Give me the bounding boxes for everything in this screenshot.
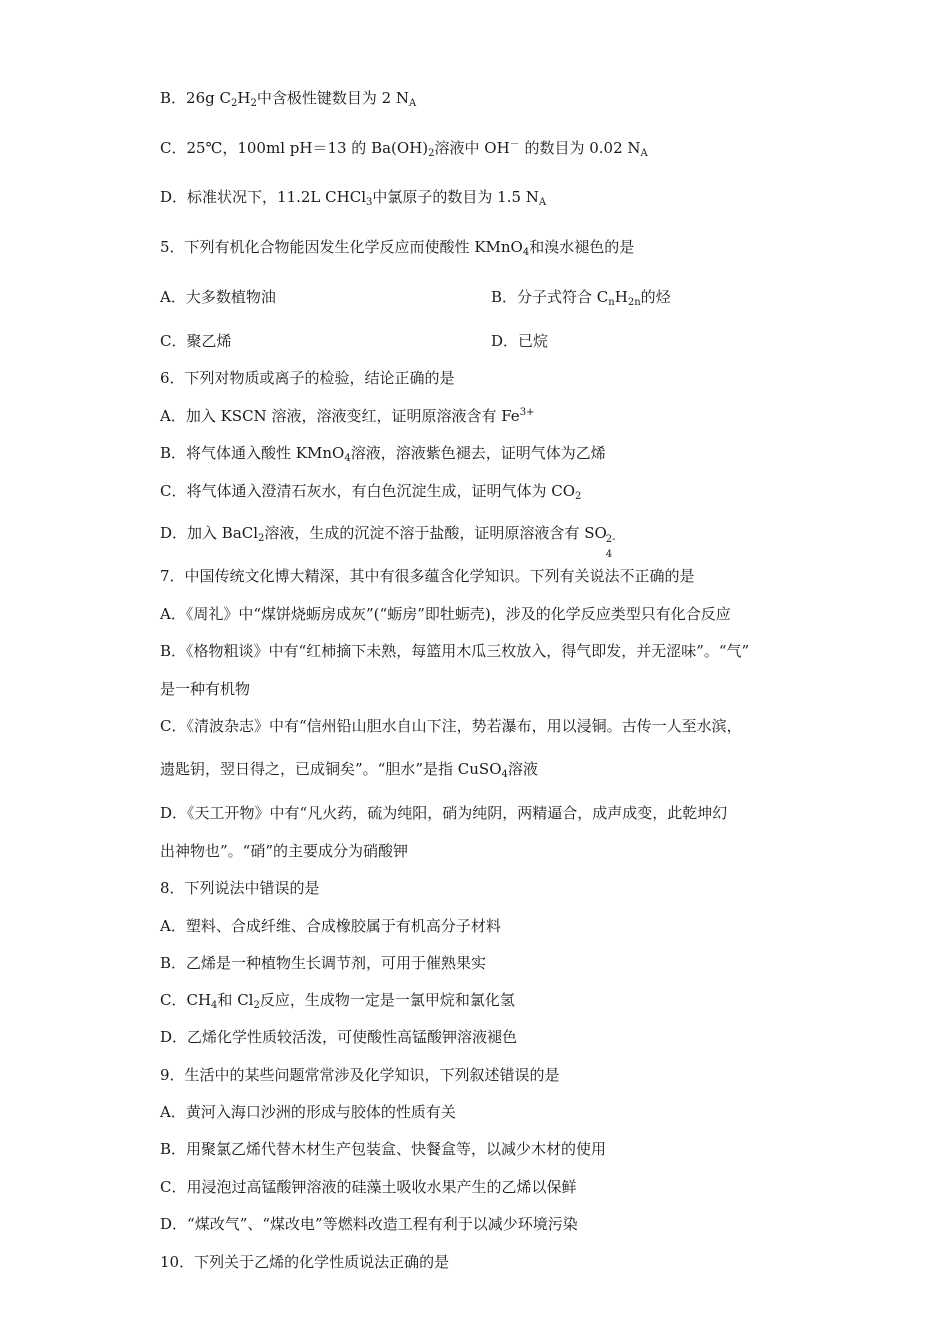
q9-option-c: C．用浸泡过高锰酸钾溶液的硅藻土吸收水果产生的乙烯以保鲜	[160, 1178, 577, 1196]
q5-stem: 5．下列有机化合物能因发生化学反应而使酸性 KMnO$_4$和溴水褪色的是	[160, 238, 635, 258]
q10-stem: 10．下列关于乙烯的化学性质说法正确的是	[160, 1253, 450, 1271]
q6-stem: 6．下列对物质或离子的检验，结论正确的是	[160, 369, 455, 387]
q7-option-a: A．《周礼》中“煤饼烧蛎房成灰”(“蛎房”即牡蛎壳)，涉及的化学反应类型只有化合反应	[160, 605, 731, 623]
q9-option-b: B．用聚氯乙烯代替木材生产包装盒、快餐盒等，以减少木材的使用	[160, 1140, 607, 1158]
q4-option-b: B．26g $C_2H_2$中含极性键数目为 2 $N_A$	[160, 89, 417, 109]
q8-option-d: D．乙烯化学性质较活泼，可使酸性高锰酸钾溶液褪色	[160, 1028, 518, 1046]
q5-option-d: D．已烷	[491, 332, 549, 350]
q5-option-b: B．分子式符合 $C_nH_{2n}$的烃	[491, 288, 671, 308]
q6-option-a: A．加入 KSCN 溶液，溶液变红，证明原溶液含有 $Fe^{3+}$	[160, 407, 535, 425]
q6-option-b: B．将气体通入酸性 KMnO$_4$溶液，溶液紫色褪去，证明气体为乙烯	[160, 444, 606, 464]
q7-option-d-line2: 出神物也”。“硝”的主要成分为硝酸钾	[160, 842, 409, 860]
q6-option-d: D．加入 BaCl$_2$溶液，生成的沉淀不溶于盐酸，证明原溶液含有 SO 2- 4	[160, 524, 616, 560]
q7-stem: 7．中国传统文化博大精深，其中有很多蕴含化学知识。下列有关说法不正确的是	[160, 567, 695, 585]
q8-option-a: A．塑料、合成纤维、合成橡胶属于有机高分子材料	[160, 917, 501, 935]
q7-option-d-line1: D．《天工开物》中有“凡火药，硫为纯阳，硝为纯阴，两精逼合，成声成变，此乾坤幻	[160, 804, 728, 822]
q6-option-c: C．将气体通入澄清石灰水，有白色沉淀生成，证明气体为 $CO_2$	[160, 482, 582, 502]
q7-option-b-line1: B．《格物粗谈》中有“红柿摘下未熟，每篮用木瓜三枚放入，得气即发，并无涩味”。“气”	[160, 642, 750, 660]
q4-option-d: D．标准状况下，11.2L CHCl$_3$中氯原子的数目为 1.5 $N_A$	[160, 188, 547, 208]
q5-option-c: C．聚乙烯	[160, 332, 232, 350]
q4-option-c: C．25℃，100ml pH＝13 的 $Ba(OH)_2$溶液中 OH－ 的数目为 0.02 $N_A$	[160, 139, 648, 159]
q8-stem: 8．下列说法中错误的是	[160, 879, 320, 897]
q8-option-b: B．乙烯是一种植物生长调节剂，可用于催熟果实	[160, 954, 487, 972]
q9-option-a: A．黄河入海口沙洲的形成与胶体的性质有关	[160, 1103, 456, 1121]
q7-option-c-line2: 遗匙钥，翌日得之，已成铜矣”。“胆水”是指 CuSO$_4$溶液	[160, 760, 538, 780]
q5-option-a: A．大多数植物油	[160, 288, 276, 306]
q8-option-c: C．$CH_4$和 $Cl_2$反应，生成物一定是一氯甲烷和氯化氢	[160, 991, 515, 1011]
q7-option-b-line2: 是一种有机物	[160, 680, 251, 698]
q7-option-c-line1: C．《清波杂志》中有“信州铅山胆水自山下注，势若瀑布，用以浸铜。古传一人至水滨，	[160, 717, 742, 735]
q9-option-d: D．“煤改气”、“煤改电”等燃料改造工程有利于以减少环境污染	[160, 1215, 578, 1233]
q9-stem: 9．生活中的某些问题常常涉及化学知识，下列叙述错误的是	[160, 1066, 560, 1084]
